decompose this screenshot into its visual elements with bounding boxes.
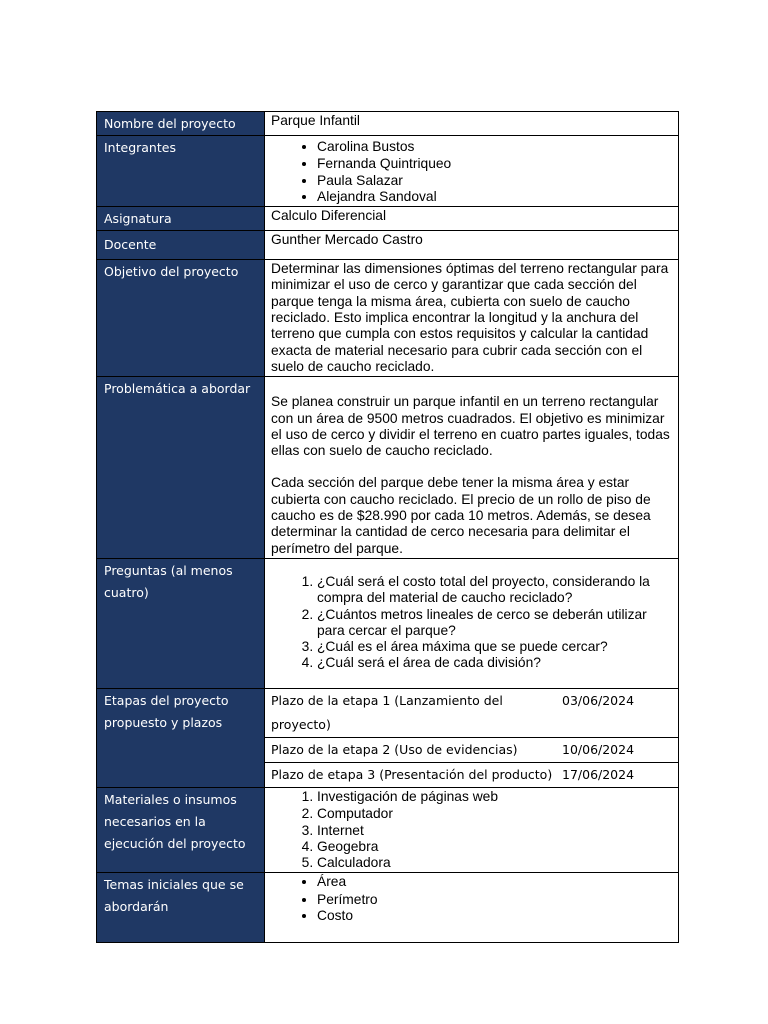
list-item: 1. ¿Cuál será el costo total del proyecto, considerando la compra del material de caucho reciclado? xyxy=(317,574,673,607)
list-item: 2. ¿Cuántos metros lineales de cerco se deberán utilizar para cercar el parque? xyxy=(317,607,673,640)
stage-date: 03/06/2024 xyxy=(562,692,635,708)
stage-name: Plazo de etapa 3 (Presentación del producto) xyxy=(265,762,556,787)
row-temas xyxy=(97,873,679,943)
preguntas-list xyxy=(271,574,673,672)
materiales-list xyxy=(271,789,673,871)
label-asignatura: Asignatura xyxy=(97,207,265,231)
row-materiales xyxy=(97,787,679,872)
list-item: 4. ¿Cuál será el área de cada división? xyxy=(317,655,673,671)
stage-date: 10/06/2024 xyxy=(556,737,678,762)
list-item: 1. Investigación de páginas web xyxy=(317,789,673,805)
problematica-paragraph-2: Cada sección del parque debe tener la misma área y estar cubierta con caucho reciclado. El precio de un rollo de piso de caucho es de $28.990 por cada 10 metros. Además, se desea determinar la cantidad de cerco necesaria para delimitar el perímetro del parque. xyxy=(271,475,651,556)
label-nombre: Nombre del proyecto xyxy=(97,112,265,136)
label-preguntas: Preguntas (al menos cuatro) xyxy=(97,558,265,688)
label-temas: Temas iniciales que se abordarán xyxy=(97,873,265,943)
label-integrantes: Integrantes xyxy=(97,136,265,207)
list-item: • Área xyxy=(317,874,673,890)
table-row xyxy=(265,737,678,762)
stages-table xyxy=(265,689,678,787)
list-item: 2. Computador xyxy=(317,806,673,822)
list-item: • Carolina Bustos xyxy=(317,139,673,155)
problematica-paragraph-1: Se planea construir un parque infantil en un terreno rectangular con un área de 9500 metros cuadrados. El objetivo es minimizar el uso de cerco y dividir el terreno en cuatro partes iguales, todas ellas con suelo de caucho reciclado. xyxy=(271,394,670,459)
list-item: 3. ¿Cuál es el área máxima que se puede cercar? xyxy=(317,639,673,655)
list-item: 3. Internet xyxy=(317,823,673,839)
project-table xyxy=(96,111,679,943)
list-item: • Alejandra Sandoval xyxy=(317,189,673,205)
label-materiales: Materiales o insumos necesarios en la ejecución del proyecto xyxy=(97,787,265,872)
label-docente: Docente xyxy=(97,231,265,260)
row-objetivo xyxy=(97,260,679,377)
row-docente xyxy=(97,231,679,260)
list-item: 5. Calculadora xyxy=(317,855,673,871)
list-item: • Perímetro xyxy=(317,892,673,908)
row-nombre xyxy=(97,112,679,136)
label-etapas: Etapas del proyecto propuesto y plazos xyxy=(97,688,265,787)
row-integrantes xyxy=(97,136,679,207)
row-etapas xyxy=(97,688,679,787)
list-item: 4. Geogebra xyxy=(317,839,673,855)
list-item: • Fernanda Quintriqueo xyxy=(317,156,673,172)
value-objetivo: Determinar las dimensiones óptimas del terreno rectangular para minimizar el uso de cerco y garantizar que cada sección del parque tenga la misma área, cubierta con suelo de caucho reciclado. Esto implica encontrar la longitud y la anchura del terreno que cumpla con estos requisitos y calcular la cantidad exacta de material necesario para cubrir cada sección con el suelo de caucho reciclado. xyxy=(265,260,679,377)
row-asignatura xyxy=(97,207,679,231)
stage-name: Plazo de la etapa 1 (Lanzamiento del proyecto) xyxy=(271,692,503,732)
value-docente: Gunther Mercado Castro xyxy=(265,231,679,260)
integrantes-list xyxy=(271,139,673,205)
row-preguntas xyxy=(97,558,679,688)
list-item: • Paula Salazar xyxy=(317,173,673,189)
stage-date: 17/06/2024 xyxy=(556,762,678,787)
temas-list xyxy=(271,874,673,924)
row-problematica xyxy=(97,377,679,559)
value-nombre: Parque Infantil xyxy=(265,112,679,136)
label-problematica: Problemática a abordar xyxy=(97,377,265,559)
table-row xyxy=(265,689,678,738)
label-objetivo: Objetivo del proyecto xyxy=(97,260,265,377)
list-item: • Costo xyxy=(317,908,673,924)
stage-name: Plazo de la etapa 2 (Uso de evidencias) xyxy=(265,737,556,762)
value-asignatura: Calculo Diferencial xyxy=(265,207,679,231)
table-row xyxy=(265,762,678,787)
